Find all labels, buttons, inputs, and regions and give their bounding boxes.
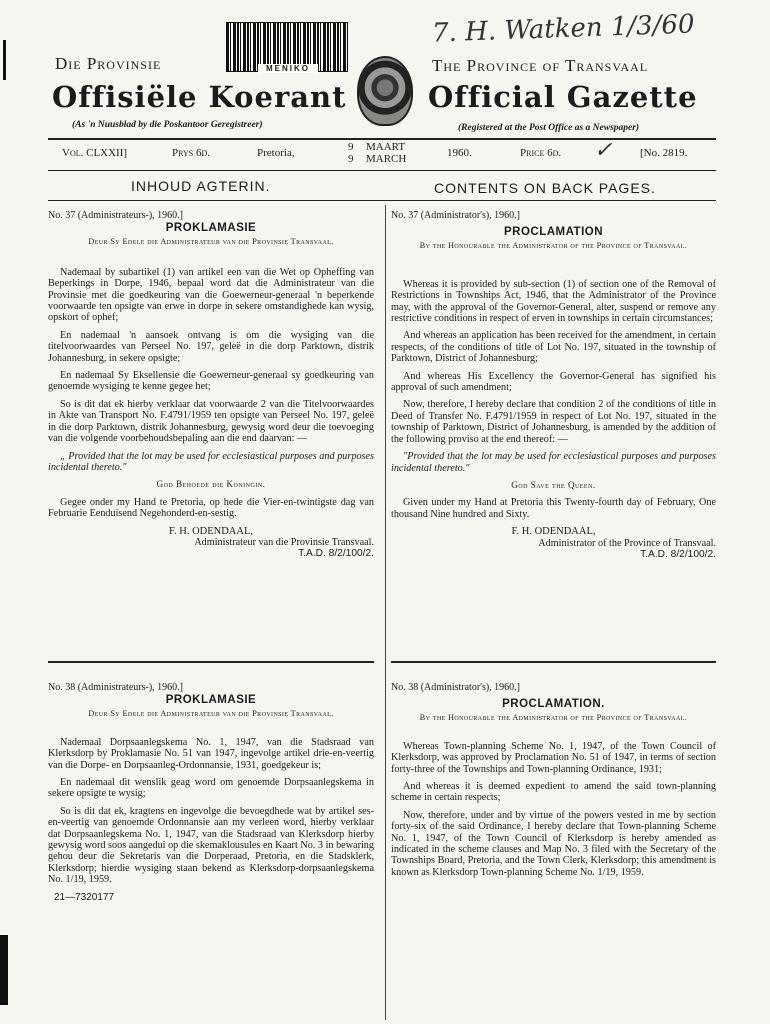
banner-contents-en: CONTENTS ON BACK PAGES. (434, 180, 656, 196)
paragraph: Now, therefore, under and by virtue of the powers vested in me by section forty-six of the said Ordinance, I hereby declare that Town-planning Scheme No. 1, 1947, of the Town Council of Klerksdorp is hereby amended as indicated in the scheme clauses and Map No. 3 filed with the Secretary of the Townships Board, Pretoria, and the Town Clerk, Klerksdorp; this amendment is known as Klerksdorp Town-planning Scheme No. 1/19, 1959. (391, 809, 716, 878)
paragraph: Whereas Town-planning Scheme No. 1, 1947, of the Town Council of Klerksdorp, was approved by Proclamation No. 51 of 1947, in terms of section forty-three of the Townships and Town-planning Ordinance, 1931; (391, 740, 716, 775)
paragraph: And whereas it is deemed expedient to amend the said town-planning scheme in certain respects; (391, 781, 716, 804)
notice-38-english (391, 682, 716, 884)
notice-38-afrikaans (48, 682, 374, 903)
rule-banner-bottom (48, 200, 716, 201)
issue-number: [No. 2819. (640, 147, 688, 159)
rule-issue-bottom (48, 170, 716, 171)
print-code: 21—7320177 (54, 891, 115, 903)
masthead-right-top: The Province of Transvaal (432, 56, 649, 75)
proviso-quote: "Provided that the lot may be used for ecclesiastical purposes and purposes incidental thereto." (391, 451, 716, 474)
notice-37-afrikaans (48, 210, 374, 560)
handwritten-signature: 7. H. Watken 1/3/60 (431, 9, 695, 49)
masthead-right-title: Official Gazette (428, 80, 698, 114)
issue-volume: Vol. CLXXII] (62, 147, 128, 159)
paragraph: Nademaal by subartikel (1) van artikel een van die Wet op Opheffing van Beperkings in Dorpe, 1946, bepaal word dat die Administrateur van die Provinsie met die goedkeuring van die Goewerneur-generaal 'n beperkende voorwaarde ten opsigte van erwe in dorpe in sekere omstandighede kan wysig, opskort of ophef; (48, 266, 374, 324)
paragraph: Given under my Hand at Pretoria this Twenty-fourth day of February, One thousand Nine hundred and Sixty. (391, 497, 716, 520)
issue-price-en: Price 6d. (520, 147, 562, 159)
signer-name: F. H. ODENDAAL, (168, 525, 254, 537)
signer-title: Administrator of the Province of Transvaal. (538, 537, 716, 549)
masthead-right-subtitle: (Registered at the Post Office as a Newspaper) (458, 123, 640, 133)
paragraph: En nademaal 'n aansoek ontvang is om die wysiging van die titelvoorwaardes van Perseel No. 197, geleë in die dorp Parktown, distrik Johannesburg, in sekere opsigte; (48, 329, 374, 364)
paragraph: En nademaal dit wenslik geag word om genoemde Dorpsaanlegskema in sekere opsigte te wysig; (48, 777, 374, 800)
paragraph: Nademaal Dorpsaanlegskema No. 1, 1947, van die Stadsraad van Klerksdorp by Proklamasie No. 51 van 1947, ingevolge artikel drie-en-veertig van die Dorpe- en Dorpsaanleg-Ordonnansie, 1931, goedgekeur is; (48, 736, 374, 771)
paragraph: Now, therefore, I hereby declare that condition 2 of the conditions of title in Deed of Transfer No. F.4791/1959 in respect of Lot No. 197, situated in the township of Parktown, District of Johannesburg, is amended by the addition of the following proviso at the end thereof: — (391, 399, 716, 445)
reference-number: T.A.D. 8/2/100/2. (640, 548, 716, 560)
margin-mark-bottom (0, 935, 8, 1005)
notice-title: PROCLAMATION. (502, 698, 605, 711)
handwritten-mark: ✓ (594, 138, 613, 163)
proviso-quote: „ Provided that the lot may be used for ecclesiastical purposes and purposes incidental thereto." (48, 450, 374, 473)
masthead-left-top: Die Provinsie (55, 54, 162, 73)
notice-number: No. 38 (Administrateurs-), 1960.] (48, 682, 183, 693)
notice-issuer: Deur Sy Edele die Administrateur van die Provinsie Transvaal. (88, 708, 334, 718)
issue-month-af: MAART (366, 141, 406, 153)
issue-year: 1960. (447, 147, 472, 159)
issue-month-en: MARCH (366, 153, 407, 165)
notice-number: No. 37 (Administrator's), 1960.] (391, 210, 521, 221)
notice-issuer: By the Honourable the Administrator of the Province of Transvaal. (419, 240, 688, 250)
issue-day-bottom: 9 (348, 153, 354, 165)
column-divider (385, 205, 386, 1020)
notice-issuer: By the Honourable the Administrator of the Province of Transvaal. (419, 712, 688, 722)
rule-section-right (391, 661, 716, 663)
notice-title: PROCLAMATION (503, 226, 604, 239)
paragraph: Whereas it is provided by sub-section (1) of section one of the Removal of Restrictions in Townships Act, 1946, that the Administrator of the Province may, with the approval of the Governor-General, alter, suspend or remove any restrictive conditions in respect of erven in townships in certain circumstances; (391, 278, 716, 325)
margin-mark-top (3, 40, 6, 80)
issue-city: Pretoria, (257, 147, 295, 159)
issue-day-top: 9 (348, 141, 354, 153)
reference-number: T.A.D. 8/2/100/2. (298, 548, 374, 560)
paragraph: Gegee onder my Hand te Pretoria, op hede die Vier-en-twintigste dag van Februarie Eenduisend Negehonderd-en-sestig. (48, 496, 374, 520)
notice-37-english (391, 210, 716, 560)
masthead-left-title: Offisiële Koerant (52, 80, 347, 114)
paragraph: So is dit dat ek, kragtens en ingevolge die bevoegdhede wat by artikel ses-en-veertig van genoemde Ordonnansie aan my verleen word, hierby verklaar dat Dorpsaanlegskema No. 1, 1947, van die Stadsraad van Klerksdorp hierby gewysig word soos aangedui op die skemaklousules en Kaart No. 3 in bewaring gehou deur die Sekretaris van die Dorperaad, Pretoria, en die Stadsklerk, Klerksdorp; hierdie wysiging staan bekend as Klerksdorp-dorpsaanlegskema No. 1/19, 1959. (48, 805, 374, 886)
paragraph: And whereas His Excellency the Governor-General has signified his approval of such amendment; (391, 370, 716, 394)
closing-salutation: God Save the Queen. (511, 479, 596, 490)
notice-number: No. 38 (Administrator's), 1960.] (391, 682, 521, 693)
masthead-left-subtitle: (As 'n Nuusblad by die Poskantoor Geregistreer) (72, 120, 263, 130)
notice-issuer: Deur Sy Edele die Administrateur van die Provinsie Transvaal. (88, 236, 334, 246)
rule-section-left (48, 661, 374, 663)
barcode-label: MENIKO (258, 64, 318, 73)
issue-price-af: Prys 6d. (172, 147, 211, 159)
signer-name: F. H. ODENDAAL, (511, 526, 596, 538)
notice-title: PROKLAMASIE (165, 694, 257, 707)
rule-top (48, 138, 716, 140)
notice-title: PROKLAMASIE (165, 222, 257, 235)
paragraph: En nademaal Sy Eksellensie die Goewerneur-generaal sy goedkeuring van genoemde wysiging te kenne gegee het; (48, 370, 374, 393)
paragraph: And whereas an application has been received for the amendment, in certain respects, of the conditions of title of Lot No. 197, situated in the township of Parktown, District of Johannesburg; (391, 330, 716, 365)
closing-salutation: God Behoede die Koningin. (156, 479, 266, 490)
paragraph: So is dit dat ek hierby verklaar dat voorwaarde 2 van die Titelvoorwaardes in Akte van Transport No. F.4791/1959 ten opsigte van Perseel No. 197, geleë in die dorp Parktown, distrik Johannesburg, gewysig word deur die toevoeging van die volgende voorbehoudsbepaling aan die end daarvan: — (48, 398, 374, 445)
signer-title: Administrateur van die Provinsie Transvaal. (194, 536, 374, 548)
coat-of-arms-emblem (357, 56, 413, 126)
banner-contents-af: INHOUD AGTERIN. (131, 178, 271, 194)
notice-number: No. 37 (Administrateurs-), 1960.] (48, 210, 183, 221)
